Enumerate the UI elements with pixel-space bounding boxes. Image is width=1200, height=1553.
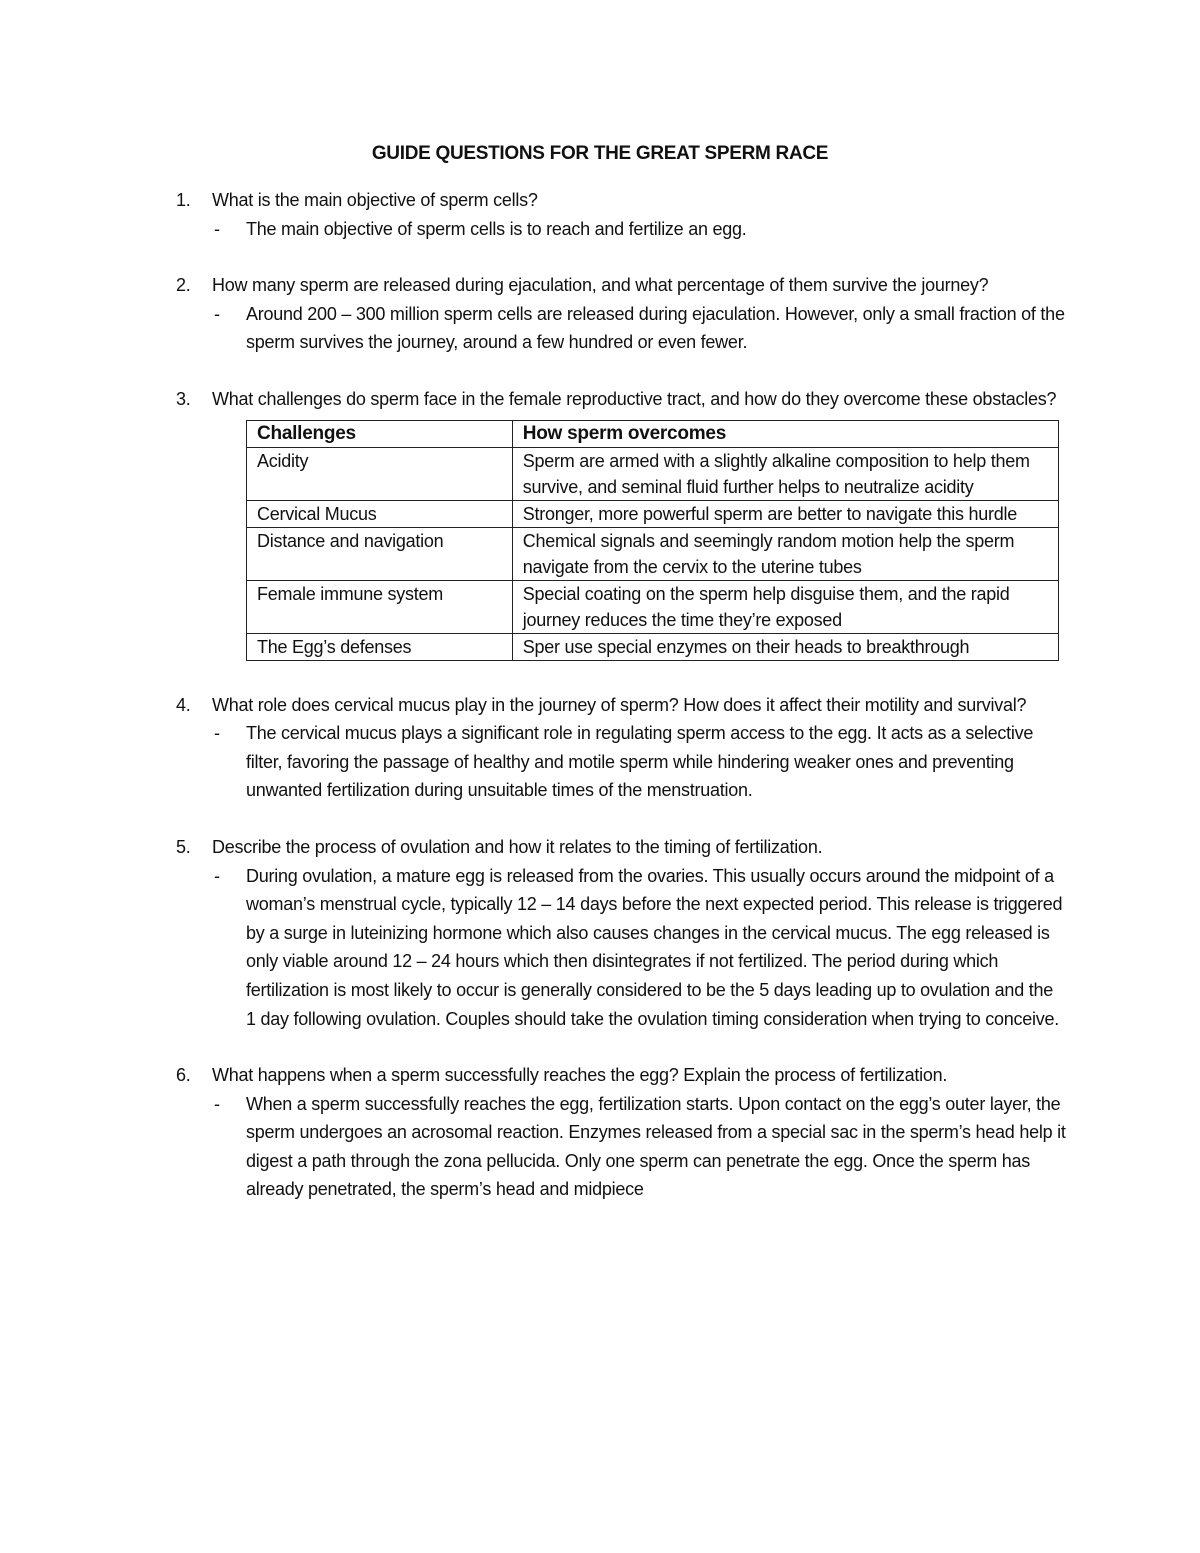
answer-2	[176, 300, 1066, 357]
answer-6	[176, 1090, 1066, 1204]
answer-text: During ovulation, a mature egg is released from the ovaries. This usually occurs around the midpoint of a woman’s menstrual cycle, typically 12 – 14 days before the next expected period. This release is triggered by a surge in luteinizing hormone which also causes changes in the cervical mucus. The egg released is only viable around 12 – 24 hours which then disintegrates if not fertilized. The period during which fertilization is most likely to occur is generally considered to be the 5 days leading up to ovulation and the 1 day following ovulation. Couples should take the ovulation timing consideration when trying to conceive.	[246, 865, 1063, 1029]
table-row	[247, 633, 1059, 660]
question-number: 4.	[176, 694, 191, 715]
question-2	[176, 271, 1066, 300]
table-row	[247, 500, 1059, 527]
answer-5	[176, 862, 1066, 1034]
document-title: GUIDE QUESTIONS FOR THE GREAT SPERM RACE	[371, 143, 829, 164]
overcome-cell: Special coating on the sperm help disguise them, and the rapid journey reduces the time they’re exposed	[512, 580, 1058, 633]
question-5	[176, 833, 1066, 862]
question-number: 3.	[176, 388, 191, 409]
answer-4	[176, 719, 1066, 805]
overcome-cell: Sperm are armed with a slightly alkaline composition to help them survive, and seminal fluid further helps to neutralize acidity	[512, 447, 1058, 500]
answer-text: The main objective of sperm cells is to reach and fertilize an egg.	[246, 218, 747, 239]
answer-dash: -	[214, 303, 220, 324]
table-row	[247, 580, 1059, 633]
question-list	[176, 186, 1066, 1204]
question-6	[176, 1061, 1066, 1090]
question-number: 6.	[176, 1065, 191, 1086]
table-header-row	[247, 420, 1059, 447]
answer-1	[176, 215, 1066, 244]
challenge-cell: Acidity	[247, 447, 513, 500]
question-3	[176, 385, 1066, 414]
challenges-table	[246, 420, 1059, 661]
challenge-cell: Distance and navigation	[247, 527, 513, 580]
question-4	[176, 691, 1066, 720]
column-header-challenges: Challenges	[247, 420, 513, 447]
answer-dash: -	[214, 865, 220, 886]
question-text: How many sperm are released during ejaculation, and what percentage of them survive the journey?	[212, 275, 989, 296]
question-number: 2.	[176, 275, 191, 296]
challenge-cell: Cervical Mucus	[247, 500, 513, 527]
question-number: 5.	[176, 836, 191, 857]
question-text: What happens when a sperm successfully reaches the egg? Explain the process of fertilization.	[212, 1065, 948, 1086]
answer-dash: -	[214, 218, 220, 239]
answer-text: Around 200 – 300 million sperm cells are released during ejaculation. However, only a small fraction of the sperm survives the journey, around a few hundred or even fewer.	[246, 303, 1065, 353]
answer-text: The cervical mucus plays a significant role in regulating sperm access to the egg. It acts as a selective filter, favoring the passage of healthy and motile sperm while hindering weaker ones and preventing unwanted fertilization during unsuitable times of the menstruation.	[246, 723, 1034, 801]
overcome-cell: Chemical signals and seemingly random motion help the sperm navigate from the cervix to the uterine tubes	[512, 527, 1058, 580]
answer-dash: -	[214, 723, 220, 744]
table-row	[247, 527, 1059, 580]
question-text: What is the main objective of sperm cells?	[212, 190, 538, 210]
question-1	[176, 186, 1066, 215]
table-row	[247, 447, 1059, 500]
question-number: 1.	[176, 190, 191, 210]
challenge-cell: The Egg’s defenses	[247, 633, 513, 660]
question-text: What role does cervical mucus play in the journey of sperm? How does it affect their motility and survival?	[212, 694, 1027, 715]
challenge-cell: Female immune system	[247, 580, 513, 633]
answer-dash: -	[214, 1093, 220, 1114]
answer-text: When a sperm successfully reaches the egg, fertilization starts. Upon contact on the egg’s outer layer, the sperm undergoes an acrosomal reaction. Enzymes released from a special sac in the sperm’s head help it digest a path through the zona pellucida. Only one sperm can penetrate the egg. Once the sperm has already penetrated, the sperm’s head and midpiece	[246, 1093, 1066, 1200]
question-text: Describe the process of ovulation and how it relates to the timing of fertilization.	[212, 836, 823, 857]
column-header-how-sperm-overcomes: How sperm overcomes	[512, 420, 1058, 447]
overcome-cell: Stronger, more powerful sperm are better to navigate this hurdle	[512, 500, 1058, 527]
overcome-cell: Sper use special enzymes on their heads to breakthrough	[512, 633, 1058, 660]
question-text: What challenges do sperm face in the female reproductive tract, and how do they overcome these obstacles?	[212, 388, 1057, 409]
